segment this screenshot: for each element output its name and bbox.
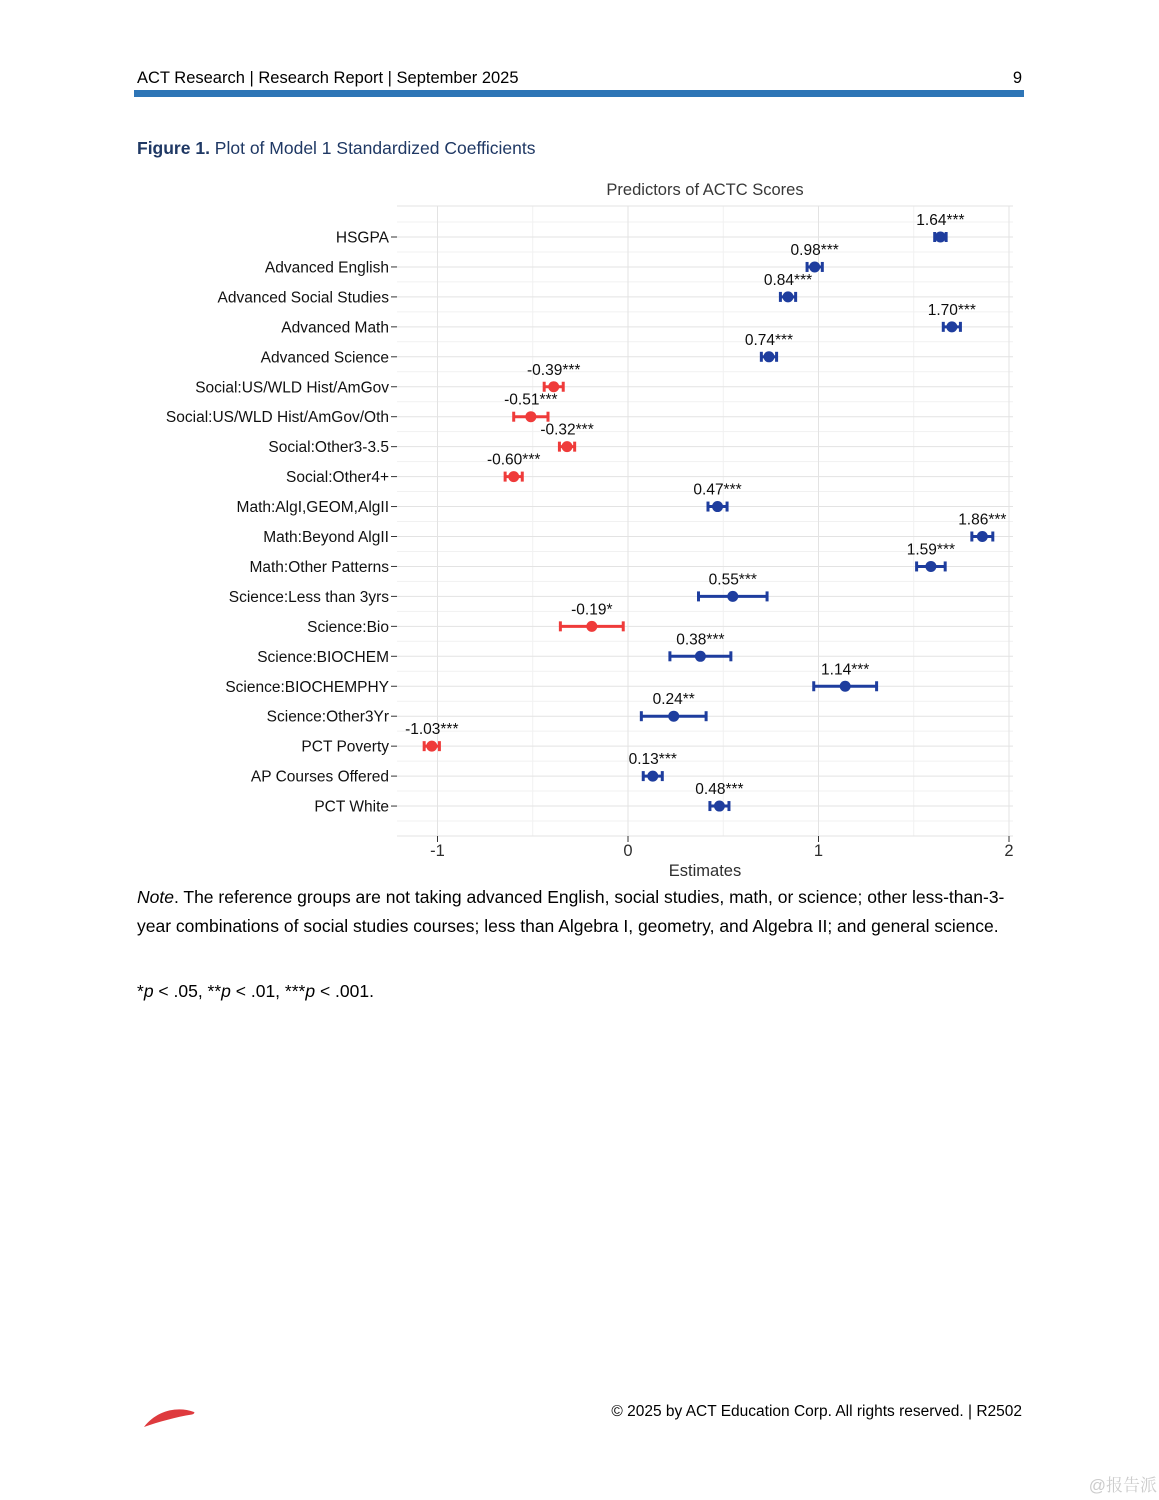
grid (397, 206, 1013, 836)
coef-row (405, 721, 458, 752)
coef-point (727, 591, 738, 602)
row-label: Social:US/WLD Hist/AmGov (195, 379, 389, 397)
coef-value-label: 1.86*** (958, 511, 1007, 529)
coef-row (698, 571, 767, 602)
coef-point (586, 621, 597, 632)
coef-point (809, 261, 820, 272)
act-logo (140, 1380, 325, 1444)
coef-row (916, 212, 964, 243)
row-label: Math:Beyond AlgII (263, 529, 389, 546)
coef-value-label: 0.84*** (763, 271, 813, 289)
row-label: Science:Other3Yr (266, 708, 389, 726)
row-label: Science:Less than 3yrs (228, 588, 389, 606)
row-label: Social:Other3-3.5 (268, 439, 389, 457)
note-text (137, 883, 1032, 941)
coef-value-label: 0.98*** (790, 241, 839, 259)
row-label: Social:US/WLD Hist/AmGov/Oth (165, 409, 389, 427)
significance-note: *p < .05, **p < .01, ***p < .001. (137, 981, 374, 1001)
coef-value-label: 0.13*** (628, 751, 677, 769)
x-tick-label: 0 (623, 842, 633, 860)
watermark: @报告派 (1088, 1476, 1157, 1495)
header-rule (134, 90, 1024, 97)
coef-point (840, 681, 851, 692)
coef-point (426, 741, 437, 752)
coef-point (977, 531, 988, 542)
coef-point (946, 321, 957, 332)
coef-value-label: -0.60*** (486, 451, 541, 469)
row-label: Science:BIOCHEM (257, 648, 389, 666)
coef-point (508, 471, 519, 482)
coef-row (745, 332, 793, 363)
note-body: . The reference groups are not taking advanced English, social studies, math, or science; other less-than-3-year combinations of social studies courses; less than Algebra I, geometry, and Algebra II; and general science. (137, 887, 1005, 936)
coef-point (712, 501, 723, 512)
coef-point (783, 291, 794, 302)
coef-value-label: 0.48*** (695, 781, 744, 799)
coef-point (925, 561, 936, 572)
row-label: Math:Other Patterns (249, 558, 389, 576)
coef-value-label: 1.64*** (916, 212, 965, 229)
coef-point (647, 771, 658, 782)
coefficient-plot (0, 180, 1159, 880)
coef-value-label: -1.03*** (405, 721, 459, 739)
coef-value-label: -0.32*** (540, 421, 594, 439)
coef-row (540, 422, 593, 453)
row-label: PCT Poverty (301, 738, 389, 756)
figure-caption (137, 138, 536, 159)
coef-point (562, 441, 573, 452)
coef-value-label: -0.19* (571, 601, 613, 619)
coef-row (641, 691, 706, 722)
row-label: Social:Other4+ (286, 469, 389, 487)
page-header (137, 69, 1022, 88)
row-label: Science:BIOCHEMPHY (225, 678, 389, 696)
header-title: ACT Research | Research Report | September 2025 (137, 69, 519, 87)
coef-row (764, 272, 812, 303)
figure-title: Plot of Model 1 Standardized Coefficients (209, 138, 536, 158)
x-tick-label: 2 (1004, 842, 1014, 860)
coef-point (695, 651, 706, 662)
coef-value-label: 0.74*** (744, 331, 794, 349)
row-label: Advanced Science (260, 349, 389, 367)
row-label: Advanced English (264, 259, 389, 277)
row-label: PCT White (314, 798, 389, 816)
row-label: Advanced Social Studies (217, 289, 389, 307)
coef-row (814, 661, 877, 692)
coef-point (714, 801, 725, 812)
coef-point (525, 411, 536, 422)
coef-value-label: 0.38*** (676, 631, 725, 649)
axis-ticks (391, 237, 1009, 842)
coef-row (928, 302, 976, 333)
act-logo-swoosh-icon (144, 1409, 194, 1427)
coef-row (504, 392, 557, 423)
chart-title: Predictors of ACTC Scores (606, 181, 804, 199)
x-tick-label: -1 (430, 842, 445, 860)
coef-point (668, 711, 679, 722)
coef-value-label: -0.51*** (504, 391, 558, 409)
coef-row (560, 601, 623, 632)
x-tick-label: 1 (813, 842, 824, 860)
coef-row (629, 751, 677, 782)
coef-value-label: 1.70*** (927, 301, 976, 319)
coef-point (763, 351, 774, 362)
coef-value-label: 0.24** (652, 691, 695, 709)
x-axis-label: Estimates (668, 862, 742, 880)
row-label: HSGPA (335, 229, 389, 247)
row-label: AP Courses Offered (250, 768, 389, 786)
coef-row (791, 242, 839, 273)
coef-value-label: 0.55*** (708, 571, 757, 589)
coef-row (670, 631, 731, 662)
coef-value-label: -0.39*** (526, 361, 581, 379)
coef-row (958, 512, 1006, 543)
note-lead: Note (137, 887, 174, 907)
coef-value-label: 0.47*** (693, 481, 742, 499)
row-label: Science:Bio (307, 618, 389, 636)
footer-copyright: © 2025 by ACT Education Corp. All rights reserved. | R2502 (611, 1403, 1022, 1420)
coef-row (693, 482, 741, 513)
coef-point (935, 232, 946, 243)
figure-label: Figure 1. (137, 138, 210, 158)
row-label: Advanced Math (281, 319, 389, 337)
coef-point (548, 381, 559, 392)
coef-row (695, 781, 743, 812)
page-number: 9 (1012, 69, 1022, 87)
coef-row (527, 362, 580, 393)
coef-value-label: 1.59*** (906, 541, 956, 559)
coef-value-label: 1.14*** (821, 661, 870, 679)
coefficient-plot-svg (0, 180, 1159, 880)
row-label: Math:AlgI,GEOM,AlgII (236, 499, 389, 517)
